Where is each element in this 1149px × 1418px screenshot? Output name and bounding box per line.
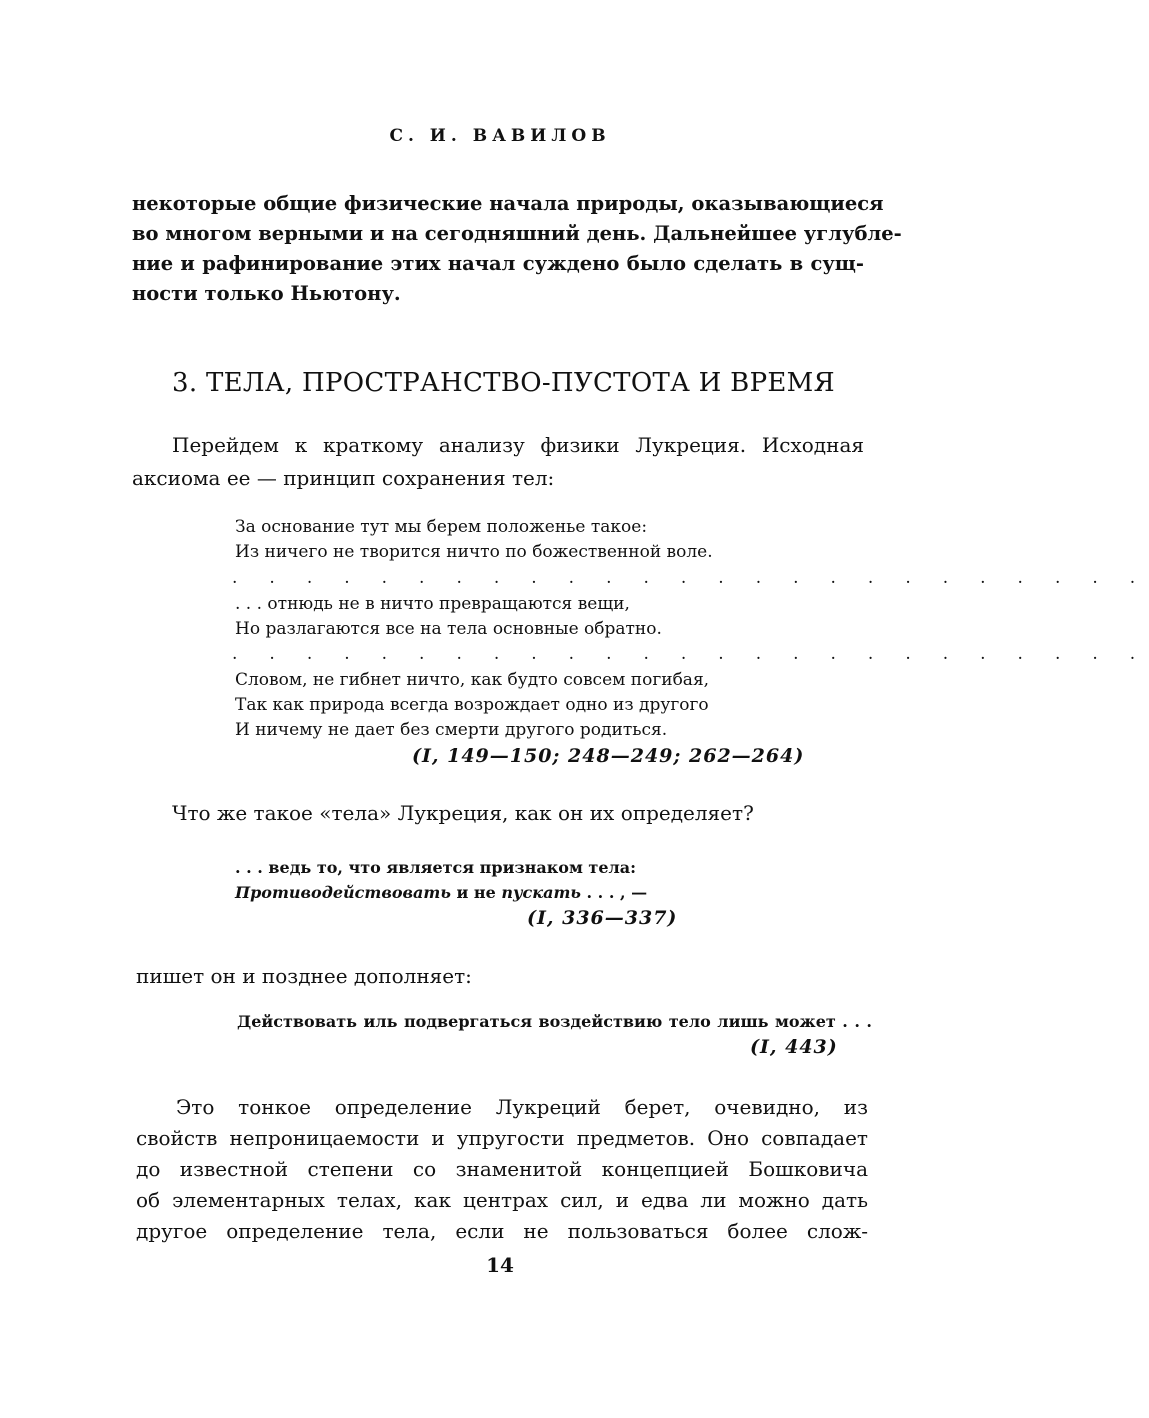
paragraph-line: свойств непроницаемости и упругости предметов. Оно совпадает: [136, 1126, 868, 1150]
running-header: С. И. ВАВИЛОВ: [389, 126, 611, 146]
verse-quote-1-stanza-3: [235, 668, 709, 743]
verse-line: Так как природа всегда возрождает одно из другого: [235, 695, 709, 715]
verse-quote-1-stanza-2: [235, 592, 662, 642]
paragraph-2: [132, 429, 864, 495]
intro-paragraph: [132, 189, 902, 309]
verse-line: Из ничего не творится ничто по божественной воле.: [235, 542, 713, 562]
verse-line: . . . ведь то, что является признаком тела:: [235, 858, 637, 877]
paragraph-line: ние и рафинирование этих начал суждено было сделать в сущ-: [132, 252, 864, 275]
paragraph-line: некоторые общие физические начала природы, оказывающиеся: [132, 192, 884, 215]
ellipsis-row: . . . . . . . . . . . . . . . . . . . . . . . . .: [232, 644, 1149, 664]
question-line: Что же такое «тела» Лукреция, как он их определяет?: [172, 801, 754, 825]
citation-reference: (I, 443): [750, 1036, 838, 1058]
verse-text: . . . , —: [580, 883, 648, 902]
section-heading: 3. ТЕЛА, ПРОСТРАНСТВО-ПУСТОТА И ВРЕМЯ: [172, 368, 835, 398]
transition-line: пишет он и позднее дополняет:: [136, 964, 472, 988]
verse-quote-2: [235, 855, 647, 905]
paragraph-line: аксиома ее — принцип сохранения тел:: [132, 466, 555, 490]
citation-reference: (I, 336—337): [527, 907, 678, 929]
ellipsis-row: . . . . . . . . . . . . . . . . . . . . . . . . .: [232, 568, 1149, 588]
paragraph-line: другое определение тела, если не пользоваться более слож-: [136, 1219, 868, 1243]
verse-line: За основание тут мы берем положенье такое:: [235, 517, 648, 537]
page-number: 14: [486, 1253, 514, 1277]
emphasis-text: пускать: [501, 883, 581, 902]
verse-line: Но разлагаются все на тела основные обратно.: [235, 619, 662, 639]
paragraph-line: ности только Ньютону.: [132, 282, 401, 305]
verse-line: [235, 880, 647, 905]
paragraph-line: до известной степени со знаменитой концепцией Бошковича: [136, 1157, 868, 1181]
paragraph-3: [136, 1092, 868, 1247]
verse-quote-3: Действовать иль подвергаться воздействию тело лишь может . . .: [237, 1012, 872, 1031]
emphasis-text: Противодействовать: [235, 883, 451, 902]
citation-reference: (I, 149—150; 248—249; 262—264): [412, 745, 805, 767]
paragraph-line: Это тонкое определение Лукреций берет, очевидно, из: [176, 1095, 868, 1119]
verse-text: и не: [450, 883, 502, 902]
verse-line: И ничему не дает без смерти другого родиться.: [235, 720, 668, 740]
verse-line: . . . отнюдь не в ничто превращаются вещи,: [235, 594, 630, 614]
paragraph-line: Перейдем к краткому анализу физики Лукреция. Исходная: [172, 433, 864, 457]
paragraph-line: во многом верными и на сегодняшний день. Дальнейшее углубле-: [132, 222, 902, 245]
verse-quote-1: [235, 515, 713, 565]
paragraph-line: об элементарных телах, как центрах сил, и едва ли можно дать: [136, 1188, 868, 1212]
verse-line: Словом, не гибнет ничто, как будто совсем погибая,: [235, 670, 710, 690]
